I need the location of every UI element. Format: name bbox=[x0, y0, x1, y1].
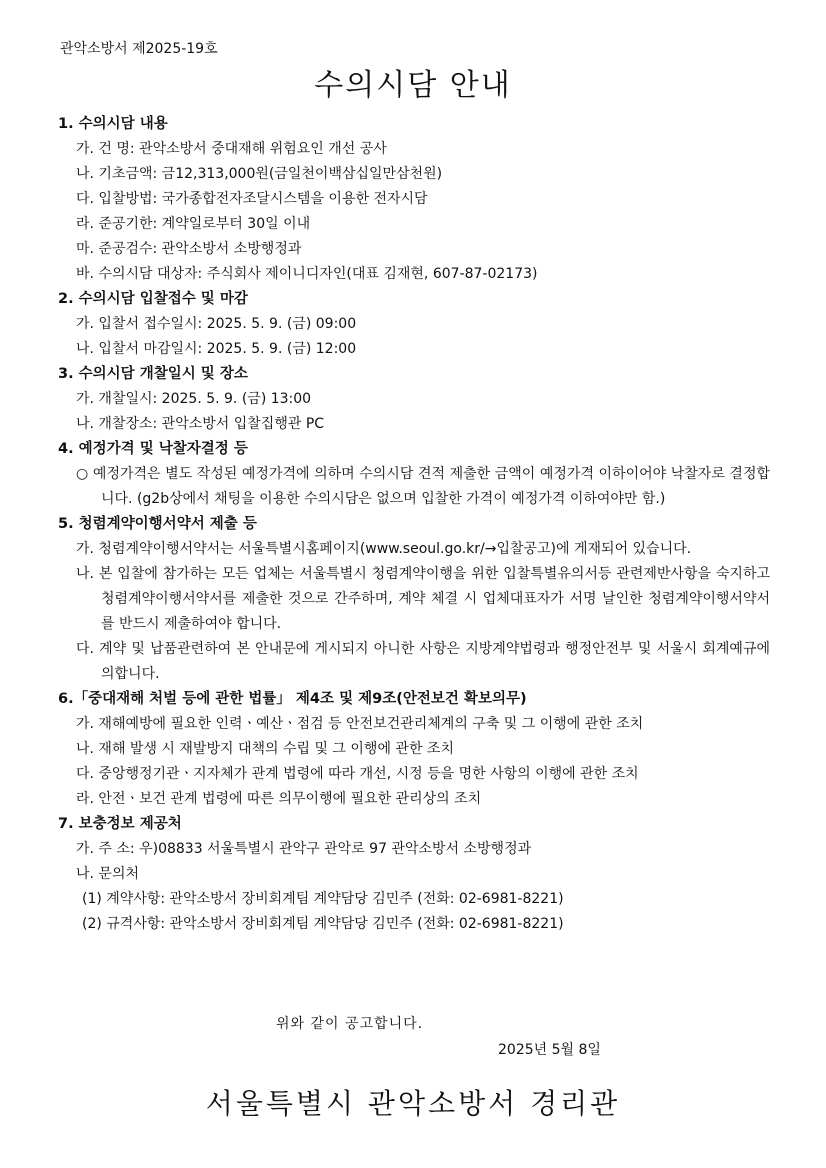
section-1-item-f: 바. 수의시담 대상자: 주식회사 제이니디자인(대표 김재현, 607-87-02173) bbox=[76, 266, 538, 282]
section-4-item: ○ 예정가격은 별도 작성된 예정가격에 의하며 수의시담 견적 제출한 금액이 예정가격 이하이어야 낙찰자로 결정합니다. (g2b상에서 채팅을 이용한 수의시담은 없으며 입찰한 가격이 예정가격 이하여야만 함.) bbox=[76, 466, 770, 507]
section-5-heading: 5. 청렴계약이행서약서 제출 등 bbox=[58, 516, 257, 532]
section-3-item-a: 가. 개찰일시: 2025. 5. 9. (금) 13:00 bbox=[76, 391, 312, 407]
section-6-heading: 6.「중대재해 처벌 등에 관한 법률」 제4조 및 제9조(안전보건 확보의무) bbox=[58, 691, 527, 707]
section-4-heading: 4. 예정가격 및 낙찰자결정 등 bbox=[58, 441, 248, 457]
section-2-item-b: 나. 입찰서 마감일시: 2025. 5. 9. (금) 12:00 bbox=[76, 341, 357, 357]
section-6-item-a: 가. 재해예방에 필요한 인력ㆍ예산ㆍ점검 등 안전보건관리체계의 구축 및 그 이행에 관한 조치 bbox=[76, 716, 644, 732]
section-1-item-e: 마. 준공검수: 관악소방서 소방행정과 bbox=[76, 241, 302, 257]
section-6-item-b: 나. 재해 발생 시 재발방지 대책의 수립 및 그 이행에 관한 조치 bbox=[76, 741, 454, 757]
section-6-item-d: 라. 안전ㆍ보건 관계 법령에 따른 의무이행에 필요한 관리상의 조치 bbox=[76, 791, 482, 807]
section-7-item-b: 나. 문의처 bbox=[76, 866, 139, 882]
section-1-heading: 1. 수의시담 내용 bbox=[58, 116, 168, 132]
closing-statement: 위와 같이 공고합니다. bbox=[276, 1016, 424, 1032]
document-number: 관악소방서 제2025-19호 bbox=[60, 41, 218, 57]
section-3-item-b: 나. 개찰장소: 관악소방서 입찰집행관 PC bbox=[76, 416, 325, 432]
section-1-item-b: 나. 기초금액: 금12,313,000원(금일천이백삼십일만삼천원) bbox=[76, 166, 443, 182]
notice-date: 2025년 5월 8일 bbox=[498, 1042, 601, 1058]
section-7-heading: 7. 보충정보 제공처 bbox=[58, 816, 182, 832]
section-1-item-a: 가. 건 명: 관악소방서 중대재해 위험요인 개선 공사 bbox=[76, 141, 387, 157]
section-1-item-c: 다. 입찰방법: 국가종합전자조달시스템을 이용한 전자시담 bbox=[76, 191, 428, 207]
section-6-item-c: 다. 중앙행정기관ㆍ지자체가 관계 법령에 따라 개선, 시정 등을 명한 사항의 이행에 관한 조치 bbox=[76, 766, 639, 782]
section-2-item-a: 가. 입찰서 접수일시: 2025. 5. 9. (금) 09:00 bbox=[76, 316, 357, 332]
section-5-item-a: 가. 청렴계약이행서약서는 서울특별시홈페이지(www.seoul.go.kr/→입찰공고)에 게재되어 있습니다. bbox=[76, 541, 692, 557]
section-1-item-d: 라. 준공기한: 계약일로부터 30일 이내 bbox=[76, 216, 311, 232]
section-2-heading: 2. 수의시담 입찰접수 및 마감 bbox=[58, 291, 248, 307]
section-5-item-c: 다. 계약 및 납품관련하여 본 안내문에 게시되지 아니한 사항은 지방계약법령과 행정안전부 및 서울시 회계예규에 의합니다. bbox=[76, 641, 770, 682]
section-7-item-a: 가. 주 소: 우)08833 서울특별시 관악구 관악로 97 관악소방서 소방행정과 bbox=[76, 841, 532, 857]
section-7-subitem-2: (2) 규격사항: 관악소방서 장비회계팀 계약담당 김민주 (전화: 02-6981-8221) bbox=[82, 916, 564, 932]
document-title: 수의시담 안내 bbox=[314, 68, 512, 103]
document-body bbox=[58, 112, 770, 937]
issuer-signature: 서울특별시 관악소방서 경리관 bbox=[205, 1087, 621, 1120]
section-3-heading: 3. 수의시담 개찰일시 및 장소 bbox=[58, 366, 248, 382]
section-7-subitem-1: (1) 계약사항: 관악소방서 장비회계팀 계약담당 김민주 (전화: 02-6981-8221) bbox=[82, 891, 564, 907]
section-5-item-b: 나. 본 입찰에 참가하는 모든 업체는 서울특별시 청렴계약이행을 위한 입찰특별유의서등 관련제반사항을 숙지하고 청렴계약이행서약서를 제출한 것으로 간주하며, 계약 체결 시 업체대표자가 서명 날인한 청렴계약이행서약서를 반드시 제출하여야 합니다. bbox=[76, 566, 770, 632]
